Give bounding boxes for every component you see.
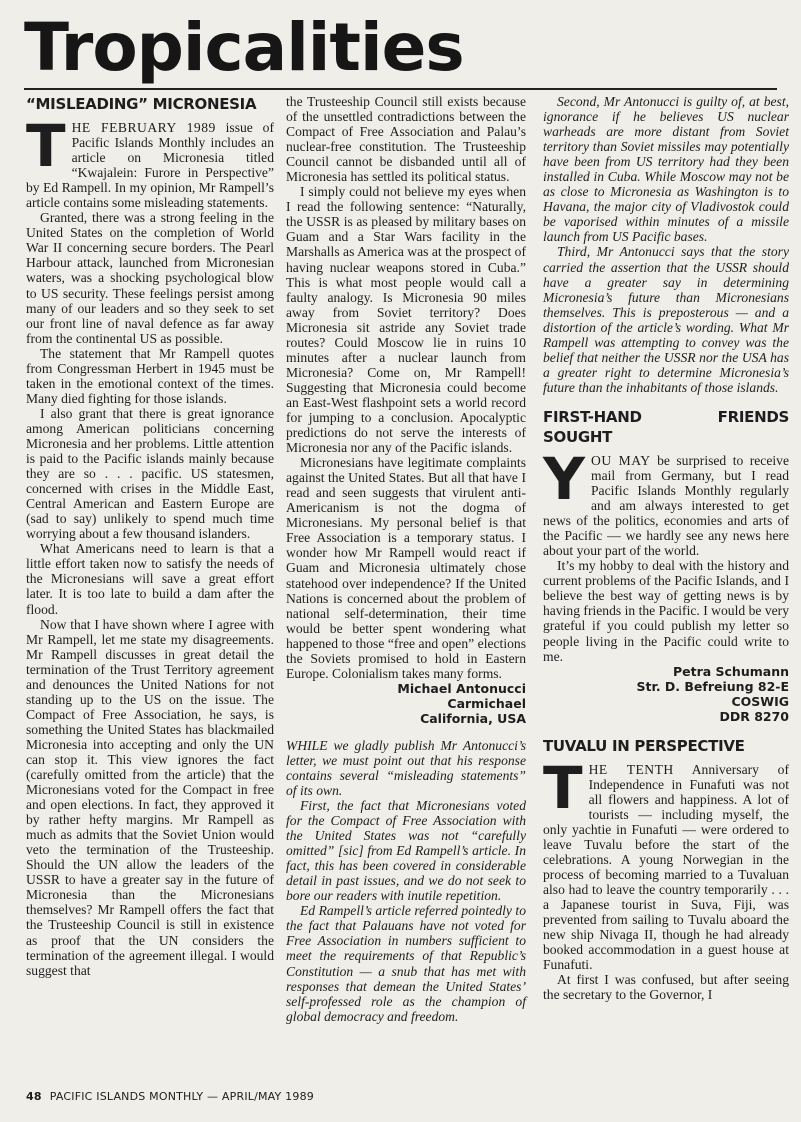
editor-reply: Second, Mr Antonucci is guilty of, at best, ignorance if he believes US nuclear warheads are more distant from Soviet territory than Soviet missiles may potentially have been from US territory had they been installed in Cuba. While Moscow may not be as close to Micronesia as Washington is to Havana, the major city of Vladivostok could be vaporised within minutes of a missile launch from US Pacific bases. (543, 94, 789, 245)
signature-city: COSWIG (731, 693, 789, 709)
dropcap: T (543, 753, 583, 822)
lead-paragraph (543, 444, 789, 559)
column-1 (26, 94, 274, 978)
paragraph: It’s my hobby to deal with the history and current problems of the Pacific Islands, and I believe the best way of getting news is by having friends in the Pacific. I would be very grateful if you could publish my letter so people living in the Pacific could write to me. (543, 558, 789, 664)
page-number: 48 (26, 1090, 42, 1103)
editor-reply: First, the fact that Micronesians voted for the Compact of Free Association with the United States was not “carefully omitted” [sic] from Ed Rampell’s article. In fact, this has been covered in considerable detail in past issues, and we do not seek to bore our readers with inutile repetition. (286, 798, 526, 904)
signature-city: Carmichael (447, 695, 526, 711)
paragraph: What Americans need to learn is that a little effort taken now to satisfy the needs of the Micronesians will save a great effort later. It is too late to build a dam after the flood. (26, 541, 274, 617)
paragraph: Now that I have shown where I agree with Mr Rampell, let me state my disagreements. Mr Rampell discusses in great detail the termination of the Trust Territory agreement and denounces the United Nations for not standing up to the US on the issue. The Compact of Free Association, he says, is something the United States has blackmailed Micronesia into accepting and only the UN can stop it. This view ignores the fact (carefully omitted from the article) that the Micronesians voted for the Compact in free and open elections. In fact, they approved it by rather hefty margins. Mr Rampell as much as admits that the Soviet Union would veto the termination of the Trusteeship. Should the UN allow the leaders of the USSR to have a greater say in the future of Micronesia than the Micronesians themselves? Mr Rampell offers the fact that the Trusteeship Council is still in existence as proof that the UN considers the termination of the agreement illegal. I would suggest that (26, 616, 274, 978)
editor-reply: WHILE we gladly publish Mr Antonucci’s letter, we must point out that his response contains several “misleading statements” of its own. (286, 737, 526, 798)
paragraph: the Trusteeship Council still exists because of the unsettled contradictions between the Compact of Free Association and Palau’s nuclear-free constitution. The Trusteeship Council cannot be disbanded until all of Micronesia has settled its political status. (286, 94, 526, 185)
paragraph: At first I was confused, but after seeing the secretary to the Governor, I (543, 972, 789, 1003)
column-2 (286, 94, 526, 1024)
signature-schumann (543, 664, 789, 724)
lead-paragraph (26, 112, 274, 211)
masthead-title: Tropicalities (24, 9, 464, 86)
signature-street: Str. D. Befreiung 82-E (636, 678, 789, 694)
paragraph: Micronesians have legitimate complaints against the United States. But all that have I read and seen suggests that virulent anti-Americanism is not the dogma of Micronesians. My personal belief is that Free Association is a temporary status. I wonder how Mr Rampell would react if Guam and Micronesia ultimately chose statehood over independence? If the United Nations is concerned about the problem of national self-determination, their time would be better spent wondering what happened to those “free and open” elections the Soviets promised to hold in Eastern Europe. Colonialism takes many forms. (286, 455, 526, 681)
lead-text: Anniversary of Independence in Funafuti was not all flowers and happiness. A lot of tourists — including myself, the only yachtie in Funafuti — were ordered to leave Tuvalu before the start of the celebrations. A young Norwegian in the process of becoming married to a Tuvaluan also had to leave the country temporarily . . . a Japanese tourist in Suva, Fiji, was prevented from sailing to Tuvalu aboard the new ship Nivaga II, though he had already booked accommodation in a guest house at Funafuti. (543, 761, 789, 973)
lead-caps: HE FEBRUARY 1989 (71, 120, 216, 135)
headline-tuvalu: TUVALU IN PERSPECTIVE (543, 736, 745, 755)
editor-reply: Third, Mr Antonucci says that the story carried the assertion that the USSR should have a greater say in determining Micronesia’s future than Micronesians themselves. This is preposterous — and a distortion of the article’s wording. What Mr Rampell was attempting to convey was the belief that neither the USSR nor the USA has a greater right to determine Micronesia’s future than the inhabitants of those islands. (543, 244, 789, 395)
signature-antonucci (286, 681, 526, 726)
paragraph: The statement that Mr Rampell quotes from Congressman Herbert in 1945 must be taken in the emotional context of the times. Many died fighting for those islands. (26, 345, 274, 406)
lead-caps: OU MAY (591, 452, 651, 468)
lead-paragraph (543, 753, 789, 973)
column-3 (543, 94, 789, 1002)
masthead-rule (24, 88, 777, 90)
signature-name: Petra Schumann (672, 663, 789, 679)
lead-text: be surprised to receive mail from Germany, but I read Pacific Islands Monthly regularly and am always interested to get news of the politics, economies and arts of the Pacific — we hardly see any news here about your part of the world. (543, 452, 789, 559)
lead-caps: HE TENTH (588, 761, 674, 777)
signature-name: Michael Antonucci (397, 680, 526, 696)
dropcap: Y (543, 444, 585, 513)
publication-line: PACIFIC ISLANDS MONTHLY — APRIL/MAY 1989 (49, 1090, 314, 1103)
paragraph: I simply could not believe my eyes when I read the following sentence: “Naturally, the USSR is as pleased by military bases on Guam and a Star Wars facility in the Marshalls as America was at the prospect of having nuclear weapons stored in Cuba.” This is what most people would call a faulty analogy. Is Micronesia 90 miles away from Soviet territory? Does Micronesia sit astride any Soviet trade routes? Could Moscow lie in ruins 10 minutes after a nuclear launch from Micronesia? Come on, Mr Rampell! Suggesting that Micronesia could become an East-West flashpoint sets a world record for jumping to a conclusion. Apocalyptic predictions do not serve the interests of Micronesia nor any of the Pacific islands. (286, 184, 526, 456)
signature-region: California, USA (420, 710, 526, 726)
page-footer (26, 1090, 314, 1103)
headline-first-hand-friends: FIRST-HAND FRIENDS SOUGHT (543, 407, 789, 446)
lead-text: issue of Pacific Islands Monthly includes an article on Micronesia titled “Kwajalein: Furore in Perspective” by Ed Rampell. In my opinion, Mr Rampell’s article contains some misleading statements. (26, 120, 274, 211)
editor-reply: Ed Rampell’s article referred pointedly to the fact that Palauans have not voted for Free Association in numbers sufficient to meet the requirements of that Republic’s Constitution — a snub that has met with responses that demean the United States’ self-professed role as the champion of global democracy and freedom. (286, 903, 526, 1024)
paragraph: Granted, there was a strong feeling in the United States on the completion of World War II concerning secure borders. The Pearl Harbour attack, launched from Micronesian waters, was a shocking psychological blow to US security. These feelings persist among many of our leaders and so they seek to set our front line of naval defence as far away from the continental US as possible. (26, 210, 274, 346)
dropcap: T (26, 112, 66, 180)
signature-postcode: DDR 8270 (719, 708, 789, 724)
paragraph: I also grant that there is great ignorance among American politicians concerning Micronesia and her problems. Little attention is paid to the Pacific islands mainly because they are so . . . pacific. US statesmen, concerned with crises in the Middle East, Central American and Eastern Europe are (sad to say) unlikely to spend much time worrying about a few thousand islanders. (26, 405, 274, 542)
headline-misleading-micronesia: “MISLEADING” MICRONESIA (26, 95, 257, 113)
